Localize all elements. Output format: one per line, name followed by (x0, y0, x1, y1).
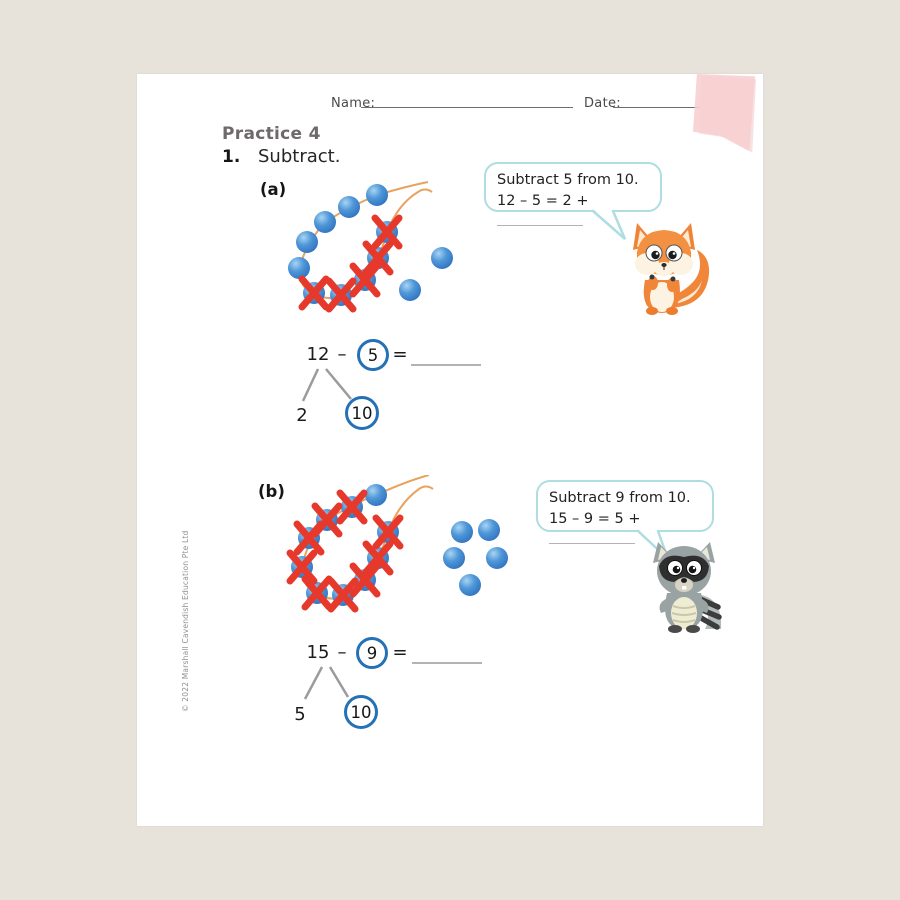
item-number: 1. (222, 147, 241, 167)
bond-a-part-right-circle: 10 (345, 396, 379, 430)
fox-character (612, 220, 712, 318)
bond-a-part-left: 2 (296, 405, 308, 426)
equation-a-equals: = (392, 344, 408, 365)
equation-b-minus: – (337, 642, 347, 663)
speech-bubble-a (484, 162, 662, 212)
equation-b-subtrahend-circle: 9 (356, 637, 388, 669)
bead (399, 279, 421, 301)
bead (486, 547, 508, 569)
pink-bookmark-ribbon (689, 74, 765, 156)
copyright-text: © 2022 Marshall Cavendish Education Pte Ltd (181, 530, 190, 712)
bead (296, 231, 318, 253)
name-write-line[interactable] (361, 95, 573, 108)
bead (314, 211, 336, 233)
bead (451, 521, 473, 543)
bead (431, 247, 453, 269)
raccoon-character (637, 536, 732, 633)
bubble-b-line1: Subtract 9 from 10. (549, 490, 691, 506)
equation-a-subtrahend-circle: 5 (357, 339, 389, 371)
name-label: Name: (331, 96, 376, 111)
bead (288, 257, 310, 279)
page-title: Practice 4 (222, 124, 321, 144)
section-a-label: (a) (260, 180, 287, 199)
ribbon-body (693, 74, 757, 152)
bead (366, 184, 388, 206)
ribbon-shadow (699, 76, 761, 156)
bead (365, 484, 387, 506)
bubble-a-line1: Subtract 5 from 10. (497, 172, 639, 188)
bubble-a-answer-blank[interactable] (497, 215, 583, 226)
bubble-b-line2: 15 – 9 = 5 + (549, 509, 701, 551)
equation-b-answer-blank[interactable] (412, 642, 482, 664)
bead (443, 547, 465, 569)
bead (478, 519, 500, 541)
worksheet-page (137, 74, 763, 826)
bond-b-part-left: 5 (294, 704, 306, 725)
section-b-label: (b) (258, 482, 285, 501)
speech-bubble-b (536, 480, 714, 532)
bead-figure-b (285, 475, 515, 625)
bead (459, 574, 481, 596)
bead-figure-a (270, 180, 480, 325)
equation-b-minuend: 15 (306, 642, 330, 663)
equation-a-minus: – (337, 344, 347, 365)
equation-a-answer-blank[interactable] (411, 344, 481, 366)
date-write-line[interactable] (613, 95, 719, 108)
bubble-a-line2: 12 – 5 = 2 + (497, 191, 649, 233)
date-label: Date: (584, 96, 621, 111)
bond-b-part-right-circle: 10 (344, 695, 378, 729)
equation-b-equals: = (392, 642, 408, 663)
instruction-text: Subtract. (258, 146, 341, 167)
bubble-b-answer-blank[interactable] (549, 533, 635, 544)
bead (338, 196, 360, 218)
equation-a-minuend: 12 (306, 344, 330, 365)
